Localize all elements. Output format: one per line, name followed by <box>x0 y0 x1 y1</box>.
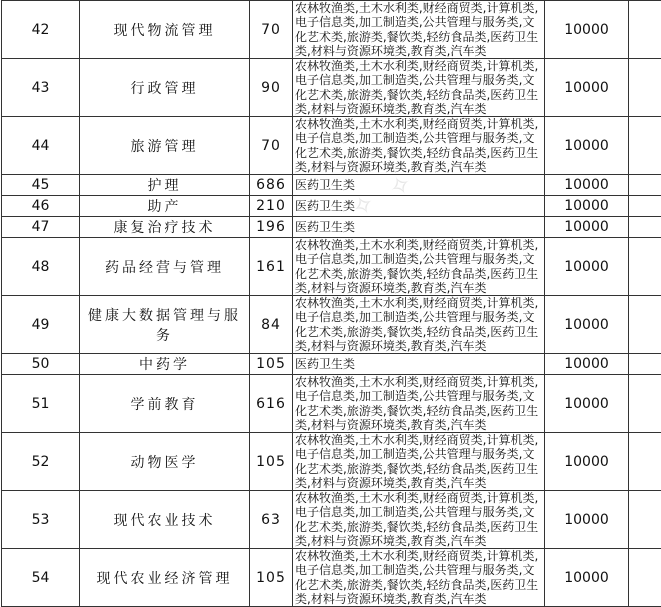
eligible-categories: 农林牧渔类,土木水利类,财经商贸类,计算机类,电子信息类,加工制造类,公共管理与服务类,文化艺术类,旅游类,餐饮类,轻纺食品类,医药卫生类,材料与资源环境类,教育类,汽车类 <box>293 238 545 296</box>
plan-count: 161 <box>250 238 293 296</box>
major-name: 健康大数据管理与服务 <box>80 296 250 354</box>
watermark: ✧ ✧ <box>347 165 423 224</box>
plan-count: 90 <box>250 59 293 117</box>
eligible-categories: 农林牧渔类,土木水利类,财经商贸类,计算机类,电子信息类,加工制造类,公共管理与服务类,文化艺术类,旅游类,餐饮类,轻纺食品类,医药卫生类,材料与资源环境类,教育类,汽车类 <box>293 433 545 491</box>
eligible-categories: 医药卫生类 <box>293 354 545 375</box>
tuition-fee: 10000 <box>545 1 629 59</box>
tuition-fee: 10000 <box>545 296 629 354</box>
tuition-fee: 10000 <box>545 117 629 175</box>
plan-count: 210 <box>250 196 293 217</box>
table-row <box>2 1 661 59</box>
empty-cell <box>629 196 661 217</box>
eligible-categories: 农林牧渔类,土木水利类,财经商贸类,计算机类,电子信息类,加工制造类,公共管理与服务类,文化艺术类,旅游类,餐饮类,轻纺食品类,医药卫生类,材料与资源环境类,教育类,汽车类 <box>293 117 545 175</box>
major-name: 旅游管理 <box>80 117 250 175</box>
empty-cell <box>629 1 661 59</box>
tuition-fee: 10000 <box>545 375 629 433</box>
row-number: 46 <box>2 196 80 217</box>
row-number: 48 <box>2 238 80 296</box>
plan-count: 105 <box>250 354 293 375</box>
table-row <box>2 296 661 354</box>
plan-count: 105 <box>250 433 293 491</box>
eligible-categories: 医药卫生类 <box>293 196 545 217</box>
eligible-categories: 农林牧渔类,土木水利类,财经商贸类,计算机类,电子信息类,加工制造类,公共管理与服务类,文化艺术类,旅游类,餐饮类,轻纺食品类,医药卫生类,材料与资源环境类,教育类,汽车类 <box>293 491 545 549</box>
plan-count: 105 <box>250 549 293 607</box>
table-row <box>2 549 661 607</box>
table-row <box>2 217 661 238</box>
major-name: 学前教育 <box>80 375 250 433</box>
table-row <box>2 59 661 117</box>
empty-cell <box>629 59 661 117</box>
row-number: 51 <box>2 375 80 433</box>
tuition-fee: 10000 <box>545 196 629 217</box>
empty-cell <box>629 491 661 549</box>
major-name: 护理 <box>80 175 250 196</box>
tuition-fee: 10000 <box>545 175 629 196</box>
major-name: 现代农业经济管理 <box>80 549 250 607</box>
empty-cell <box>629 175 661 196</box>
plan-count: 686 <box>250 175 293 196</box>
eligible-categories: 农林牧渔类,土木水利类,财经商贸类,计算机类,电子信息类,加工制造类,公共管理与服务类,文化艺术类,旅游类,餐饮类,轻纺食品类,医药卫生类,材料与资源环境类,教育类,汽车类 <box>293 59 545 117</box>
enrollment-table <box>1 0 661 607</box>
empty-cell <box>629 117 661 175</box>
major-name: 药品经营与管理 <box>80 238 250 296</box>
table-row <box>2 433 661 491</box>
row-number: 42 <box>2 1 80 59</box>
major-name: 动物医学 <box>80 433 250 491</box>
row-number: 43 <box>2 59 80 117</box>
plan-count: 84 <box>250 296 293 354</box>
table-body <box>2 1 661 607</box>
major-name: 行政管理 <box>80 59 250 117</box>
empty-cell <box>629 217 661 238</box>
row-number: 53 <box>2 491 80 549</box>
tuition-fee: 10000 <box>545 549 629 607</box>
tuition-fee: 10000 <box>545 59 629 117</box>
eligible-categories: 医药卫生类 <box>293 217 545 238</box>
table-row <box>2 491 661 549</box>
major-name: 助产 <box>80 196 250 217</box>
table-row <box>2 375 661 433</box>
row-number: 52 <box>2 433 80 491</box>
major-name: 现代农业技术 <box>80 491 250 549</box>
table-row <box>2 117 661 175</box>
plan-count: 616 <box>250 375 293 433</box>
eligible-categories: 农林牧渔类,土木水利类,财经商贸类,计算机类,电子信息类,加工制造类,公共管理与服务类,文化艺术类,旅游类,餐饮类,轻纺食品类,医药卫生类,材料与资源环境类,教育类,汽车类 <box>293 296 545 354</box>
empty-cell <box>629 238 661 296</box>
row-number: 44 <box>2 117 80 175</box>
empty-cell <box>629 354 661 375</box>
empty-cell <box>629 296 661 354</box>
empty-cell <box>629 433 661 491</box>
major-name: 康复治疗技术 <box>80 217 250 238</box>
row-number: 54 <box>2 549 80 607</box>
tuition-fee: 10000 <box>545 354 629 375</box>
row-number: 50 <box>2 354 80 375</box>
tuition-fee: 10000 <box>545 491 629 549</box>
row-number: 49 <box>2 296 80 354</box>
empty-cell <box>629 375 661 433</box>
major-name: 中药学 <box>80 354 250 375</box>
empty-cell <box>629 549 661 607</box>
major-name: 现代物流管理 <box>80 1 250 59</box>
plan-count: 70 <box>250 117 293 175</box>
plan-count: 70 <box>250 1 293 59</box>
tuition-fee: 10000 <box>545 217 629 238</box>
eligible-categories: 医药卫生类 <box>293 175 545 196</box>
plan-count: 63 <box>250 491 293 549</box>
table-row <box>2 354 661 375</box>
plan-count: 196 <box>250 217 293 238</box>
table-row <box>2 196 661 217</box>
eligible-categories: 农林牧渔类,土木水利类,财经商贸类,计算机类,电子信息类,加工制造类,公共管理与服务类,文化艺术类,旅游类,餐饮类,轻纺食品类,医药卫生类,材料与资源环境类,教育类,汽车类 <box>293 375 545 433</box>
row-number: 47 <box>2 217 80 238</box>
table-row <box>2 238 661 296</box>
row-number: 45 <box>2 175 80 196</box>
eligible-categories: 农林牧渔类,土木水利类,财经商贸类,计算机类,电子信息类,加工制造类,公共管理与服务类,文化艺术类,旅游类,餐饮类,轻纺食品类,医药卫生类,材料与资源环境类,教育类,汽车类 <box>293 1 545 59</box>
eligible-categories: 农林牧渔类,土木水利类,财经商贸类,计算机类,电子信息类,加工制造类,公共管理与服务类,文化艺术类,旅游类,餐饮类,轻纺食品类,医药卫生类,材料与资源环境类,教育类,汽车类 <box>293 549 545 607</box>
tuition-fee: 10000 <box>545 238 629 296</box>
table-row <box>2 175 661 196</box>
tuition-fee: 10000 <box>545 433 629 491</box>
